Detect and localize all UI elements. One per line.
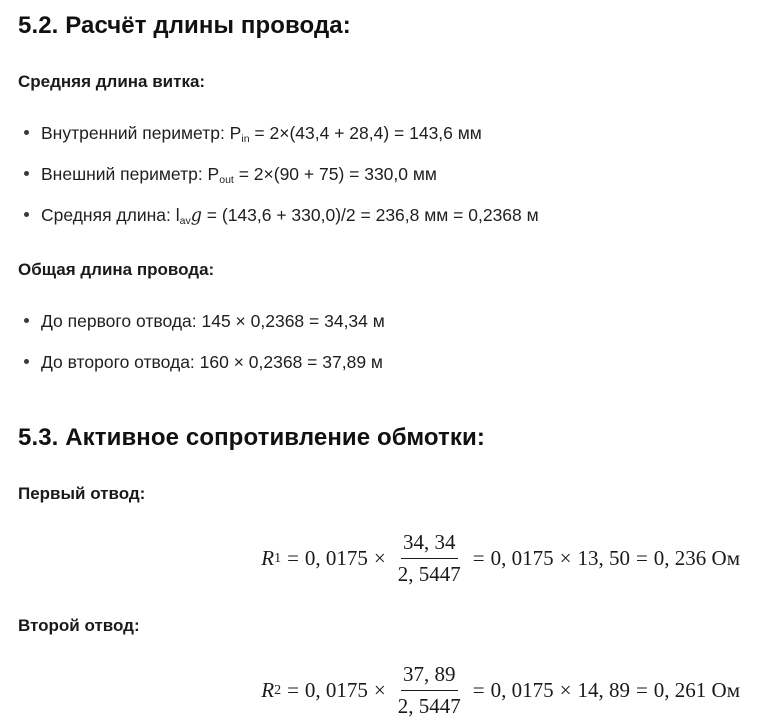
list-item-first-tap: До первого отвода: 145 × 0,2368 = 34,34 м	[18, 311, 385, 332]
bullet-icon	[24, 130, 29, 135]
section-title-wire-length: 5.2. Расчёт длины провода:	[18, 12, 351, 39]
formula-r1: R 1 = 0, 0175 × $\frac{34, 34}{2, 5447}$ = 0, 0175 × 13, 50 = 0, 236 Ом	[261, 530, 740, 586]
bullet-icon	[24, 171, 29, 176]
heading-total-wire-length: Общая длина провода:	[18, 260, 215, 279]
list-item-outer-perimeter: Внешний периметр: $P_{out} = 2\times(90 + 75) = 330,0$ мм	[18, 164, 437, 185]
list-item-average-length: Средняя длина: $l_{av}g = (143,6 + 330,0)/2 = 236,8$ мм = 0,2368 м	[18, 205, 539, 226]
bullet-icon	[24, 212, 29, 217]
heading-first-tap: Первый отвод:	[18, 484, 146, 503]
bullet-icon	[24, 359, 29, 364]
list-item-second-tap: До второго отвода: 160 × 0,2368 = 37,89 м	[18, 352, 383, 373]
bullet-icon	[24, 318, 29, 323]
heading-second-tap: Второй отвод:	[18, 616, 140, 635]
heading-average-turn-length: Средняя длина витка:	[18, 72, 206, 91]
fraction: $\frac{37, 89}{2, 5447}$	[397, 662, 461, 718]
list-item-inner-perimeter: Внутренний периметр: $P_{in} = 2\times(43,4 + 28,4) = 143,6$ мм	[18, 123, 482, 144]
fraction: $\frac{34, 34}{2, 5447}$	[397, 530, 461, 586]
formula-r2: R 2 = 0, 0175 × $\frac{37, 89}{2, 5447}$ = 0, 0175 × 14, 89 = 0, 261 Ом	[261, 662, 740, 718]
section-title-winding-resistance: 5.3. Активное сопротивление обмотки:	[18, 424, 485, 451]
